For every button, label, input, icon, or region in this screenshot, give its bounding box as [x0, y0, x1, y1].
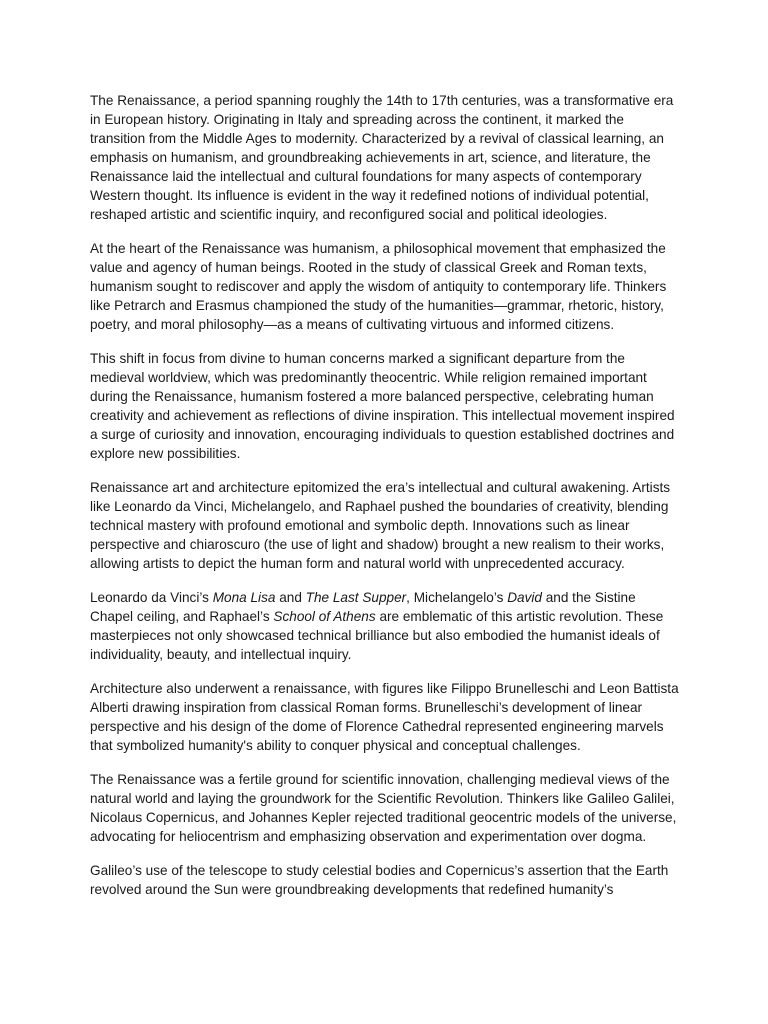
text-run: and the Sistine Chapel ceiling, and Raphael’s — [90, 590, 636, 624]
paragraph-theocentric-shift: This shift in focus from divine to human concerns marked a significant departure from the medieval worldview, which was predominantly theocentric. While religion remained important during the Renaissance, humanism fostered a more balanced perspective, celebrating human creativity and achievement as reflections of divine inspiration. This intellectual movement inspired a surge of curiosity and innovation, encouraging individuals to question established doctrines and explore new possibilities. — [90, 351, 675, 461]
text-run: , Michelangelo’s — [406, 590, 508, 605]
text-run: Leonardo da Vinci’s — [90, 590, 213, 605]
paragraph-art-architecture: Renaissance art and architecture epitomized the era’s intellectual and cultural awakening. Artists like Leonardo da Vinci, Michelangelo, and Raphael pushed the boundaries of creativity, blending technical mastery with profound emotional and symbolic depth. Innovations such as linear perspective and chiaroscuro (the use of light and shadow) brought a new realism to their works, allowing artists to depict the human form and natural world with unprecedented accuracy. — [90, 480, 671, 571]
title-david: David — [507, 590, 542, 605]
paragraph-science: The Renaissance was a fertile ground for scientific innovation, challenging medieval views of the natural world and laying the groundwork for the Scientific Revolution. Thinkers like Galileo Galilei, Nicolaus Copernicus, and Johannes Kepler rejected traditional geocentric models of the universe, advocating for heliocentrism and emphasizing observation and experimentation over dogma. — [90, 772, 677, 844]
paragraph-architecture: Architecture also underwent a renaissance, with figures like Filippo Brunelleschi and Leon Battista Alberti drawing inspiration from classical Roman forms. Brunelleschi’s development of linear perspective and his design of the dome of Florence Cathedral represented engineering marvels that symbolized humanity's ability to conquer physical and conceptual challenges. — [90, 681, 679, 753]
paragraph-galileo: Galileo’s use of the telescope to study celestial bodies and Copernicus’s assertion that the Earth revolved around the Sun were groundbreaking developments that redefined humanity’s — [90, 863, 669, 897]
title-mona-lisa: Mona Lisa — [212, 590, 276, 605]
title-last-supper: The Last Supper — [305, 590, 407, 605]
text-run: are emblematic of this artistic revolution. These masterpieces not only showcased technical brilliance but also embodied the humanist ideals of individuality, beauty, and intellectual inquiry. — [90, 609, 664, 662]
paragraph-renaissance-intro: The Renaissance, a period spanning roughly the 14th to 17th centuries, was a transformative era in European history. Originating in Italy and spreading across the continent, it marked the transition from the Middle Ages to modernity. Characterized by a revival of classical learning, an emphasis on humanism, and groundbreaking achievements in art, science, and literature, the Renaissance laid the intellectual and cultural foundations for many aspects of contemporary Western thought. Its influence is evident in the way it redefined notions of individual potential, reshaped artistic and scientific inquiry, and reconfigured social and political ideologies. — [90, 93, 674, 222]
text-run: and — [275, 590, 306, 605]
document-body — [90, 91, 682, 899]
paragraph-masterpieces — [90, 588, 682, 664]
title-school-of-athens: School of Athens — [273, 609, 376, 624]
paragraph-humanism: At the heart of the Renaissance was humanism, a philosophical movement that emphasized the value and agency of human beings. Rooted in the study of classical Greek and Roman texts, humanism sought to rediscover and apply the wisdom of antiquity to contemporary life. Thinkers like Petrarch and Erasmus championed the study of the humanities—grammar, rhetoric, history, poetry, and moral philosophy—as a means of cultivating virtuous and informed citizens. — [90, 241, 667, 332]
